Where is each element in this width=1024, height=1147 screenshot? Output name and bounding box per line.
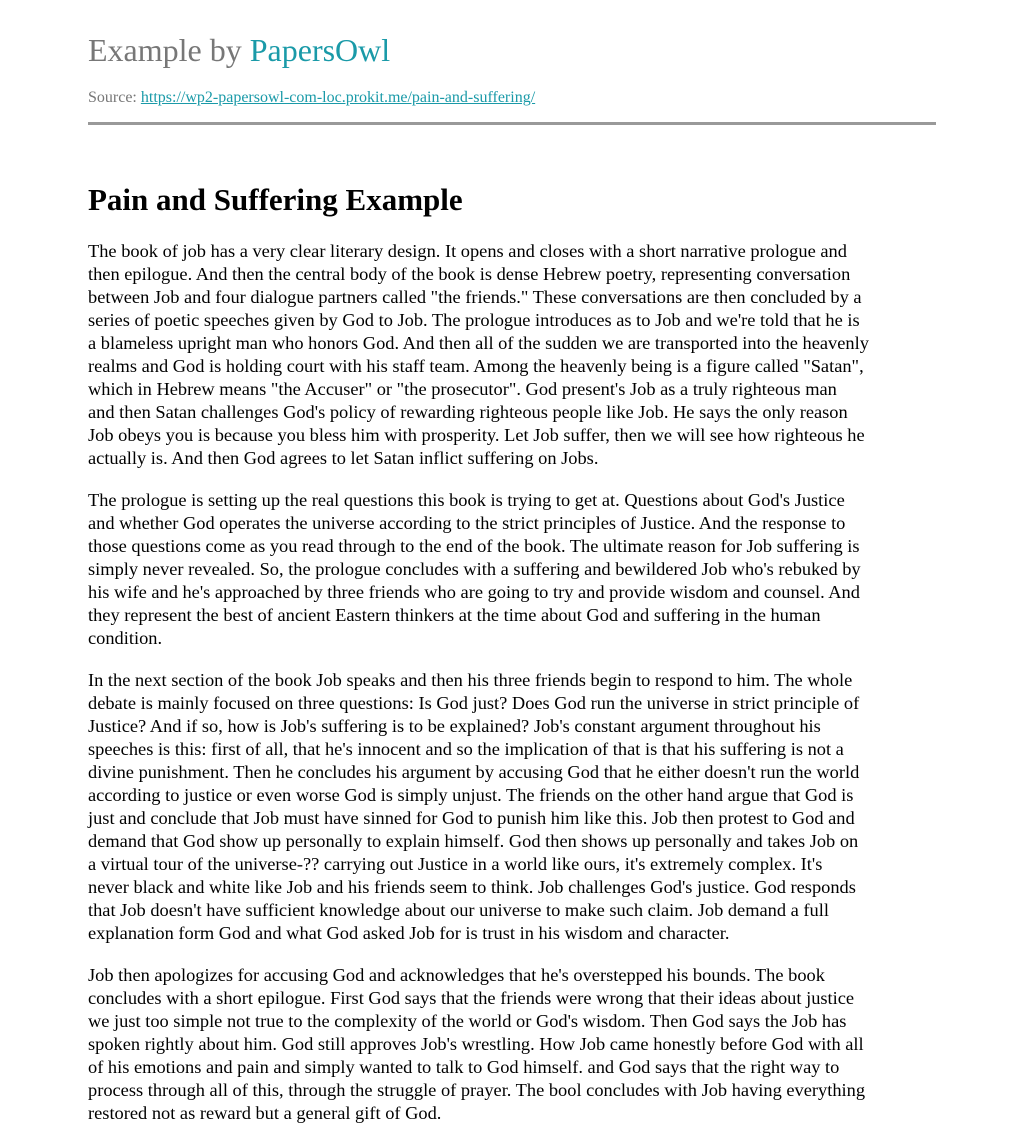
text-line: and whether God operates the universe according to the strict principles of Justice. And the response to xyxy=(88,513,846,533)
source-label: Source: xyxy=(88,89,141,106)
source-line xyxy=(88,88,535,108)
text-line: then epilogue. And then the central body of the book is dense Hebrew poetry, representing conversation xyxy=(88,264,851,284)
text-line: The book of job has a very clear literary design. It opens and closes with a short narrative prologue and xyxy=(88,241,847,261)
text-line: concludes with a short epilogue. First God says that the friends were wrong that their ideas about justice xyxy=(88,988,855,1008)
text-line: speeches is this: first of all, that he's innocent and so the implication of that is that his suffering is not a xyxy=(88,739,844,759)
text-line: divine punishment. Then he concludes his argument by accusing God that he either doesn't run the world xyxy=(88,762,860,782)
text-line: a blameless upright man who honors God. And then all of the sudden we are transported into the heavenly xyxy=(88,333,869,353)
text-line: Justice? And if so, how is Job's suffering is to be explained? Job's constant argument throughout his xyxy=(88,716,821,736)
header-prefix: Example by xyxy=(88,32,250,68)
text-line: just and conclude that Job must have sinned for God to punish him like this. Job then protest to God and xyxy=(88,808,855,828)
document-body xyxy=(88,240,946,1144)
text-line: his wife and he's approached by three friends who are going to try and provide wisdom and counsel. And xyxy=(88,582,860,602)
text-line: simply never revealed. So, the prologue concludes with a suffering and bewildered Job who's rebuked by xyxy=(88,559,861,579)
text-line: explanation form God and what God asked Job for is trust in his wisdom and character. xyxy=(88,923,730,943)
text-line: In the next section of the book Job speaks and then his three friends begin to respond to him. The whole xyxy=(88,670,853,690)
paragraph xyxy=(88,964,946,1125)
text-line: a virtual tour of the universe-?? carrying out Justice in a world like ours, it's extremely complex. It's xyxy=(88,854,823,874)
site-header xyxy=(88,30,390,70)
text-line: they represent the best of ancient Eastern thinkers at the time about God and suffering in the human xyxy=(88,605,821,625)
paragraph xyxy=(88,669,946,945)
paragraph xyxy=(88,240,946,470)
text-line: those questions come as you read through to the end of the book. The ultimate reason for Job suffering is xyxy=(88,536,860,556)
document-title: Pain and Suffering Example xyxy=(88,182,463,217)
text-line: demand that God show up personally to explain himself. God then shows up personally and takes Job on xyxy=(88,831,859,851)
text-line: which in Hebrew means "the Accuser" or "the prosecutor". God present's Job as a truly righteous man xyxy=(88,379,837,399)
header-divider xyxy=(88,122,936,125)
text-line: Job then apologizes for accusing God and acknowledges that he's overstepped his bounds. The book xyxy=(88,965,825,985)
text-line: between Job and four dialogue partners called "the friends." These conversations are then concluded by a xyxy=(88,287,862,307)
source-link[interactable]: https://wp2-papersowl-com-loc.prokit.me/pain-and-suffering/ xyxy=(140,89,536,106)
text-line: that Job doesn't have sufficient knowledge about our universe to make such claim. Job demand a full xyxy=(88,900,829,920)
text-line: actually is. And then God agrees to let Satan inflict suffering on Jobs. xyxy=(88,448,599,468)
text-line: we just too simple not true to the complexity of the world or God's wisdom. Then God says the Job has xyxy=(88,1011,847,1031)
text-line: debate is mainly focused on three questions: Is God just? Does God run the universe in strict principle of xyxy=(88,693,860,713)
text-line: realms and God is holding court with his staff team. Among the heavenly being is a figure called "Satan", xyxy=(88,356,864,376)
text-line: Job obeys you is because you bless him with prosperity. Let Job suffer, then we will see how righteous he xyxy=(88,425,865,445)
text-line: series of poetic speeches given by God to Job. The prologue introduces as to Job and we're told that he is xyxy=(88,310,860,330)
text-line: The prologue is setting up the real questions this book is trying to get at. Questions about God's Justice xyxy=(88,490,845,510)
text-line: according to justice or even worse God is simply unjust. The friends on the other hand argue that God is xyxy=(88,785,854,805)
text-line: of his emotions and pain and simply wanted to talk to God himself. and God says that the right way to xyxy=(88,1057,840,1077)
paragraph xyxy=(88,489,946,650)
text-line: never black and white like Job and his friends seem to think. Job challenges God's justice. God responds xyxy=(88,877,856,897)
brand-name: PapersOwl xyxy=(249,32,391,68)
text-line: spoken rightly about him. God still approves Job's wrestling. How Job came honestly before God with all xyxy=(88,1034,864,1054)
text-line: restored not as reward but a general gift of God. xyxy=(88,1103,442,1123)
text-line: condition. xyxy=(88,628,163,648)
text-line: and then Satan challenges God's policy of rewarding righteous people like Job. He says the only reason xyxy=(88,402,848,422)
text-line: process through all of this, through the struggle of prayer. The bool concludes with Job having everything xyxy=(88,1080,866,1100)
